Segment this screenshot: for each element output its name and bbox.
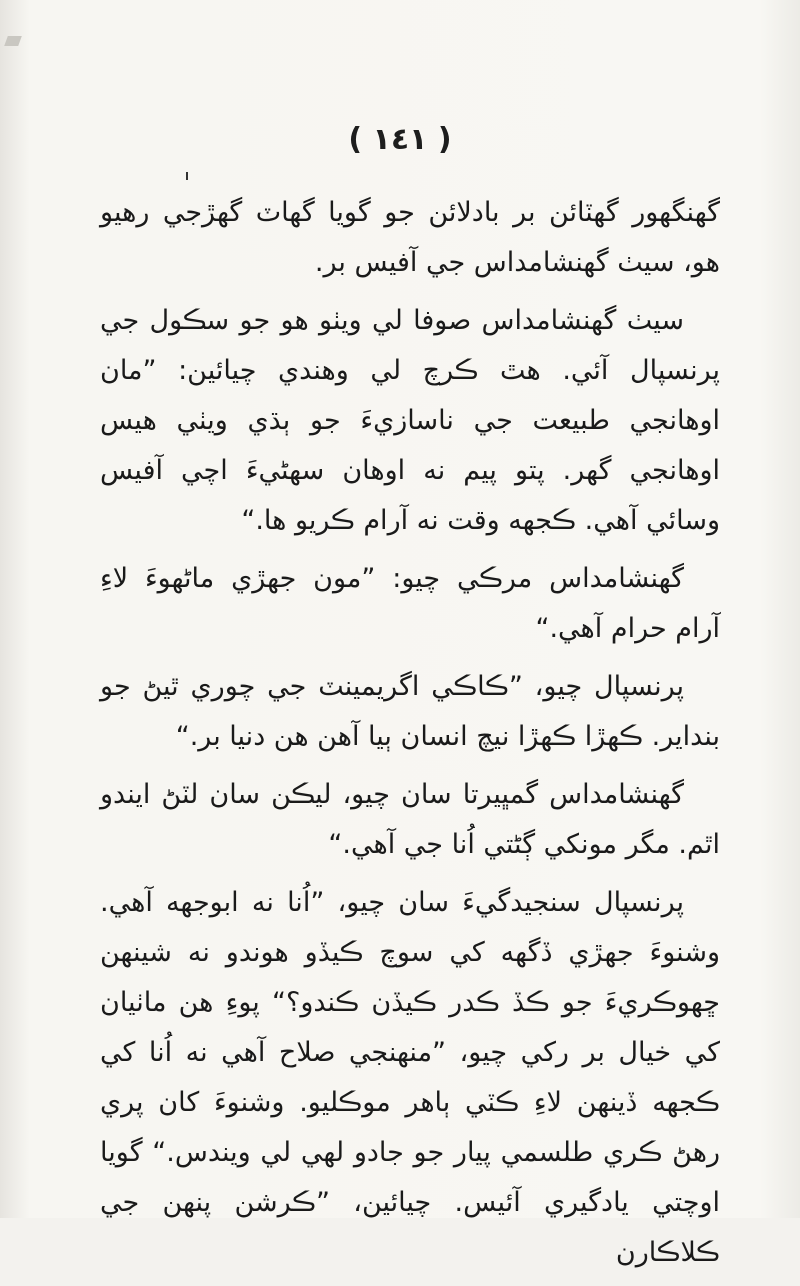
paragraph-6: پرنسپال سنجيدگيءَ سان چيو، ”اُنا نه ابوجهه آهي. وشنوءَ جهڙي ڏگهه کي سوچ ڪيڏو هوندو نه شينهن ڇهوڪريءَ جو ڪڏ ڪدر ڪيڏن ڪندو؟“ پوءِ هن ماٺيان کي خيال بر رکي چيو، ”منهنجي صلاح آهي نه اُنا کي ڪجهه ڏينهن لاءِ ڪٽي ٻاهر موڪليو. وشنوءَ کان پري رهڻ ڪري طلسمي پيار جو جادو لهي لي ويندس.“ گويا اوچتي يادگيري آئيس. چيائين، ”ڪرشن پنهن جي ڪلاڪارن: [100, 887, 720, 1268]
paragraph-2: سيٺ گهنشامداس صوفا لي ويٺو هو جو سڪول جي پرنسپال آئي. هٿ ڪرچ لي وهندي چيائين: ”مان اوهانجي طبيعت جي ناسازيءَ جو ٻڌي ويٺي هيس اوهانجي گهر. پتو پيم نه اوهان سهڻيءَ اچي آفيس وسائي آهي. ڪجهه وقت نه آرام ڪريو ها.“: [100, 305, 720, 536]
paragraph-3: گهنشامداس مرڪي چيو: ”مون جهڙي ماڻهوءَ لاءِ آرام حرام آهي.“: [100, 563, 720, 644]
paragraph-5: گهنشامداس گمڀيرتا سان چيو، ليڪن سان لٽڻ ايندو اٿم. مگر مونکي ڳڻتي اُنا جي آهي.“: [100, 779, 720, 860]
paragraph-1: گهنگهور گهٽائن بر بادلائن جو گويا گهاٽ گهڙجي رهيو هو، سيٺ گهنشامداس جي آفيس بر.: [100, 197, 720, 278]
page-number: ( ١٤١ ): [348, 122, 452, 157]
ink-mark: [186, 172, 188, 180]
body-text: [100, 188, 720, 1286]
paragraph-4: پرنسپال چيو، ”ڪاڪي اگريمينٽ جي چوري ٿيڻ جو بنداير. ڪهڙا ڪهڙا نيچ انسان ٻيا آهن هن دنيا بر.“: [100, 671, 720, 752]
corner-smudge: [4, 36, 22, 46]
